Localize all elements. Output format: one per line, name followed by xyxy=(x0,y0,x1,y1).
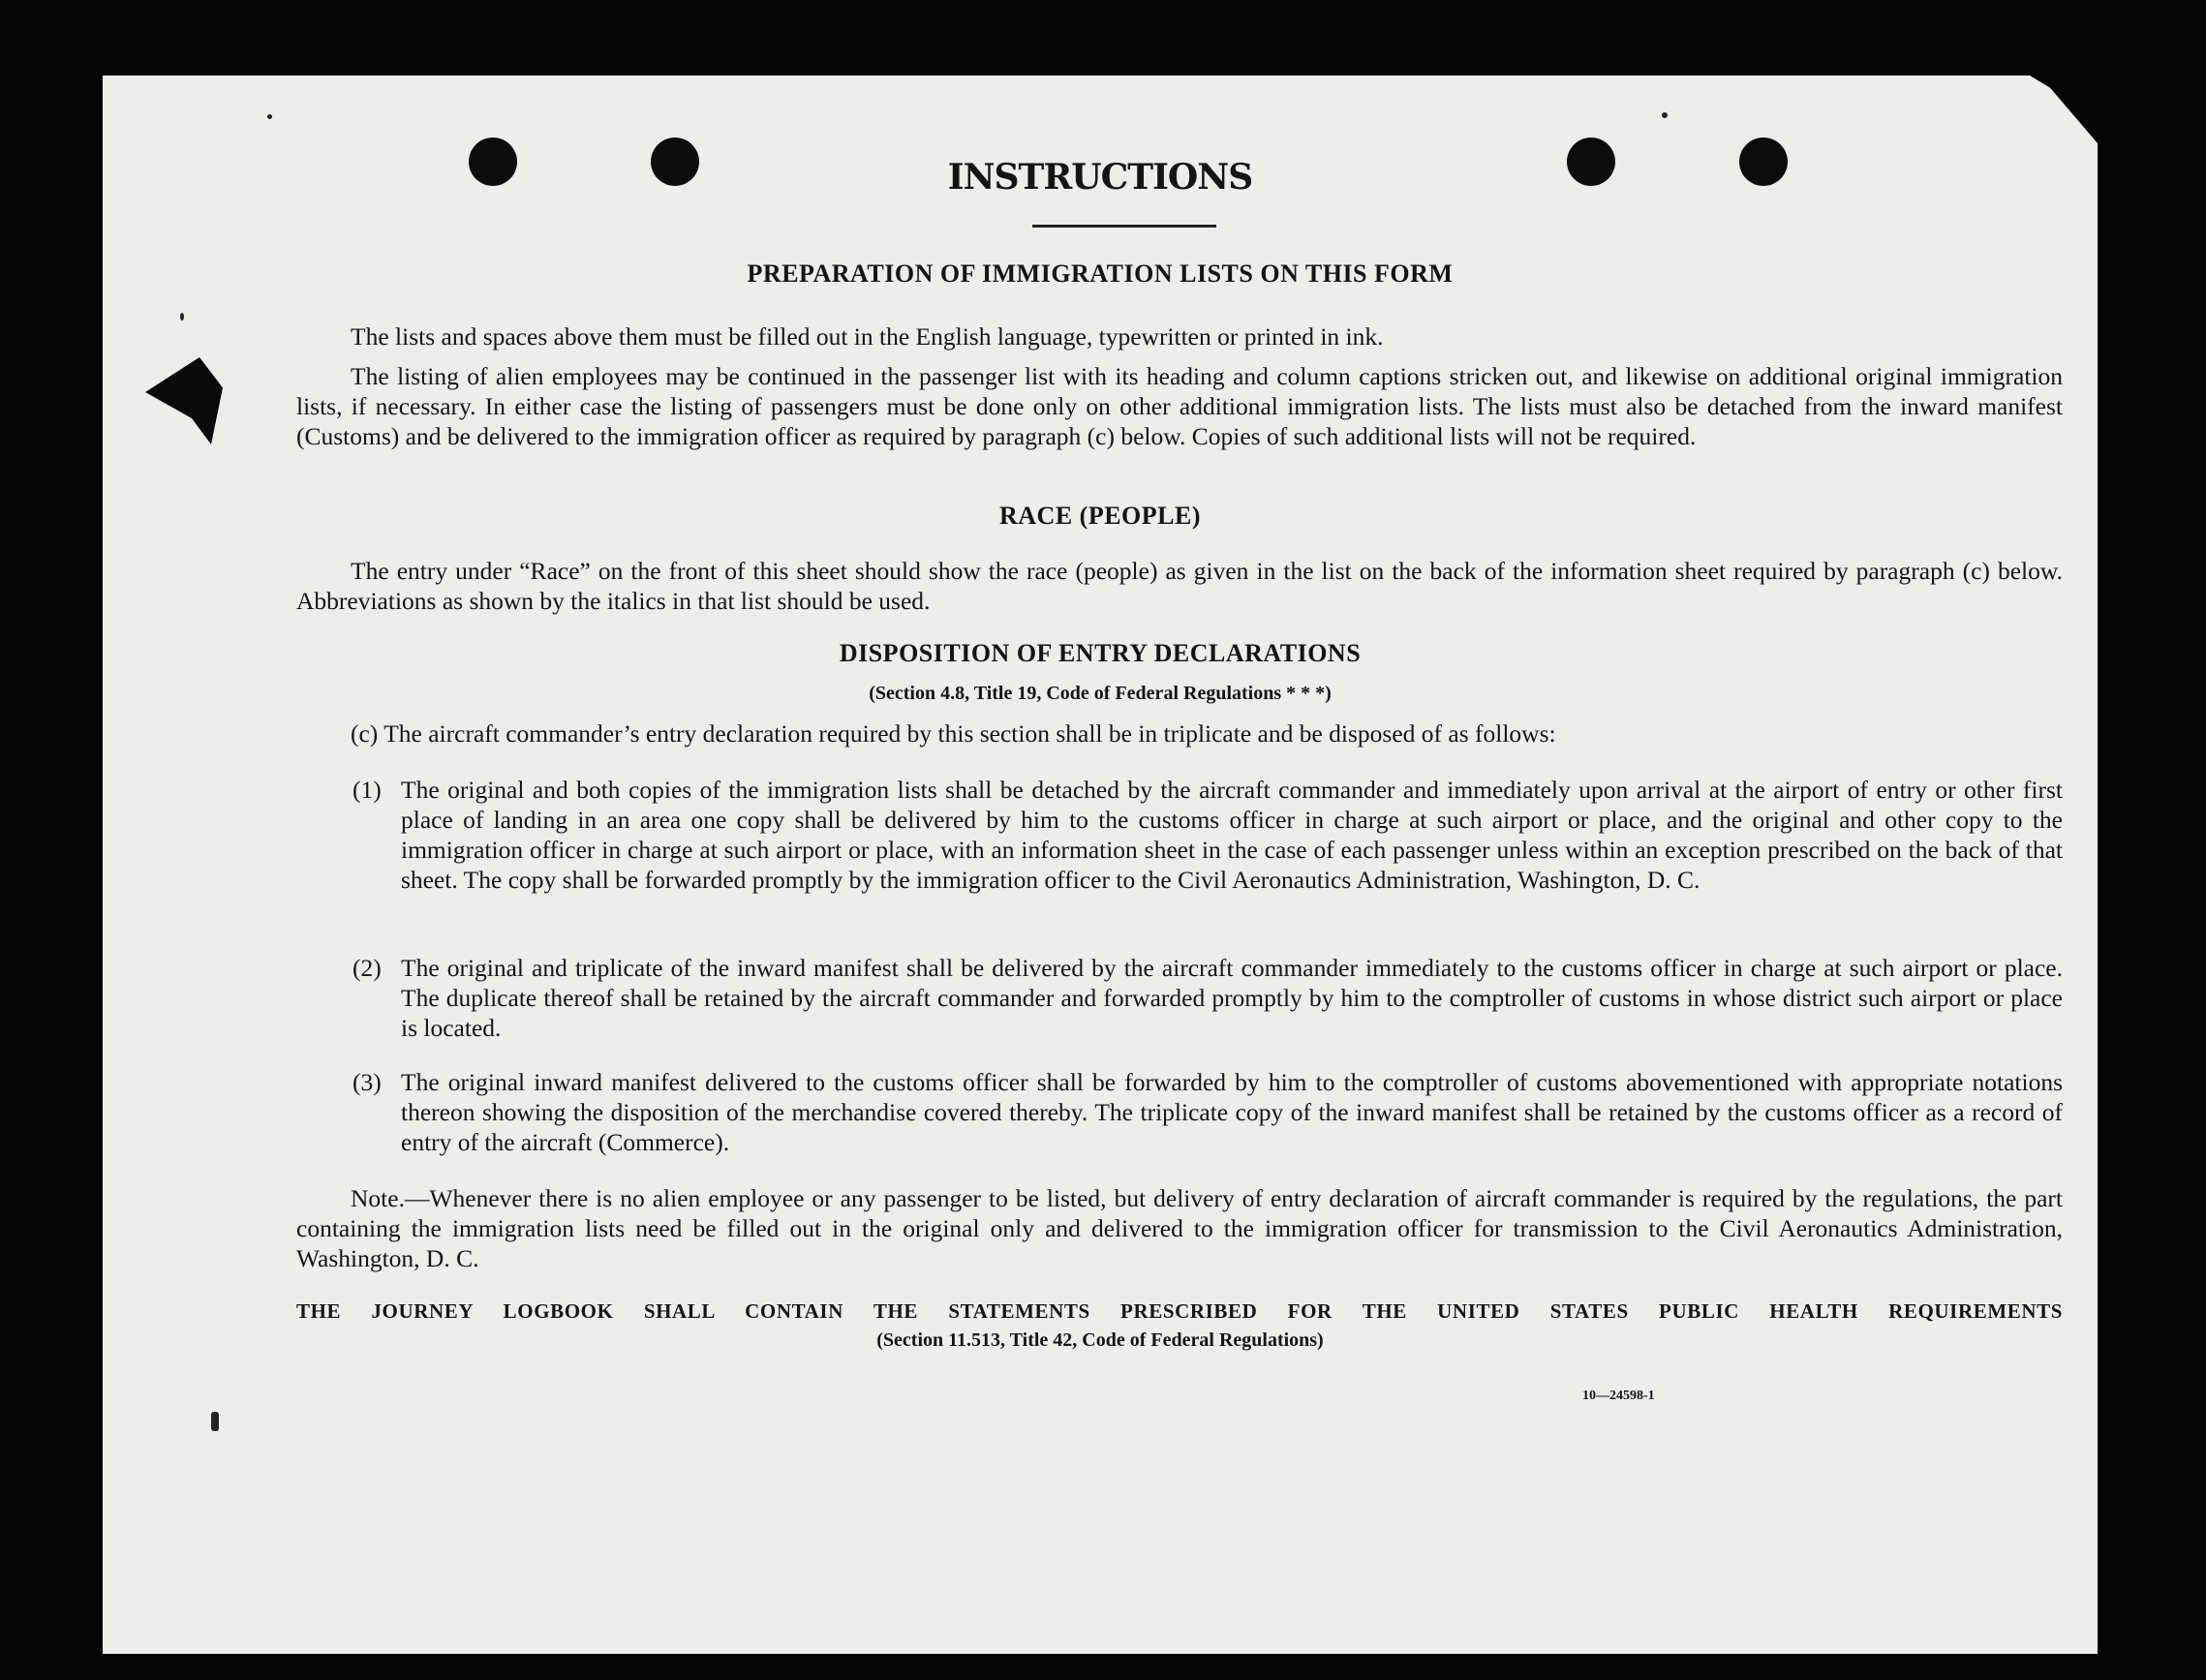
race-paragraph: The entry under “Race” on the front of this sheet should show the race (people) as given in the list on the back of the information sheet required by paragraph (c) below. Abbreviations as shown by the italics in that list should be used. xyxy=(296,557,2063,615)
health-citation: (Section 11.513, Title 42, Code of Federal Regulations) xyxy=(876,1329,1324,1351)
form-number: 10—24598-1 xyxy=(1582,1389,1655,1403)
disposition-item-2 xyxy=(352,953,2063,1043)
disposition-item-3 xyxy=(352,1067,2063,1157)
note-paragraph: Note.—Whenever there is no alien employee or any passenger to be listed, but delivery of entry declaration of aircraft commander is required by the regulations, the part containing the immigration lists need be filled out in the original only and delivered to the immigration officer for transmission to the Civil Aeronautics Administration, Washington, D. C. xyxy=(296,1184,2063,1272)
preparation-paragraph-2: The listing of alien employees may be continued in the passenger list with its heading and column captions stricken out, and likewise on additional original immigration lists, if necessary. In either case the listing of passengers must be done only on other additional immigration lists. The lists must also be detached from the inward manifest (Customs) and be delivered to the immigration officer as required by paragraph (c) below. Copies of such additional lists will not be required. xyxy=(296,362,2063,450)
disposition-item-1 xyxy=(352,775,2063,895)
health-statement: THE JOURNEY LOGBOOK SHALL CONTAIN THE STATEMENTS PRESCRIBED FOR THE UNITED STATES PUBLIC HEALTH REQUIREMENTS xyxy=(296,1299,2063,1323)
item-text: The original and triplicate of the inward manifest shall be delivered by the aircraft commander immediately to the customs officer in charge at such airport or place. The duplicate thereof shall be retained by the aircraft commander and forwarded promptly by him to the comptroller of customs in whose district such airport or place is located. xyxy=(401,954,2063,1042)
race-heading: RACE (PEOPLE) xyxy=(999,502,1201,530)
page-title: INSTRUCTIONS xyxy=(947,157,1253,198)
disposition-intro: (c) The aircraft commander’s entry declaration required by this section shall be in triplicate and be disposed of as follows: xyxy=(351,719,1556,748)
item-number: (3) xyxy=(352,1068,382,1096)
preparation-heading: PREPARATION OF IMMIGRATION LISTS ON THIS FORM xyxy=(747,260,1454,288)
preparation-paragraph-1: The lists and spaces above them must be filled out in the English language, typewritten or printed in ink. xyxy=(351,322,1384,351)
title-underline xyxy=(1032,225,1216,228)
document-sheet xyxy=(103,76,2098,1654)
item-number: (2) xyxy=(352,954,382,982)
item-text: The original and both copies of the immigration lists shall be detached by the aircraft commander and immediately upon arrival at the airport of entry or other first place of landing in an area one copy shall be delivered by him to the customs officer in charge at such airport or place, and the original and other copy to the immigration officer in charge at such airport or place, with an information sheet in the case of each passenger unless within an exception prescribed on the back of that sheet. The copy shall be forwarded promptly by the immigration officer to the Civil Aeronautics Administration, Washington, D. C. xyxy=(401,776,2063,894)
disposition-heading: DISPOSITION OF ENTRY DECLARATIONS xyxy=(839,639,1362,667)
item-text: The original inward manifest delivered to the customs officer shall be forwarded by him to the comptroller of customs abovementioned with appropriate notations thereon showing the disposition of the merchandise covered thereby. The triplicate copy of the inward manifest shall be retained by the customs officer as a record of entry of the aircraft (Commerce). xyxy=(401,1068,2063,1156)
item-number: (1) xyxy=(352,776,382,804)
disposition-citation: (Section 4.8, Title 19, Code of Federal Regulations * * *) xyxy=(869,683,1332,704)
instructions-content xyxy=(103,76,2098,1654)
